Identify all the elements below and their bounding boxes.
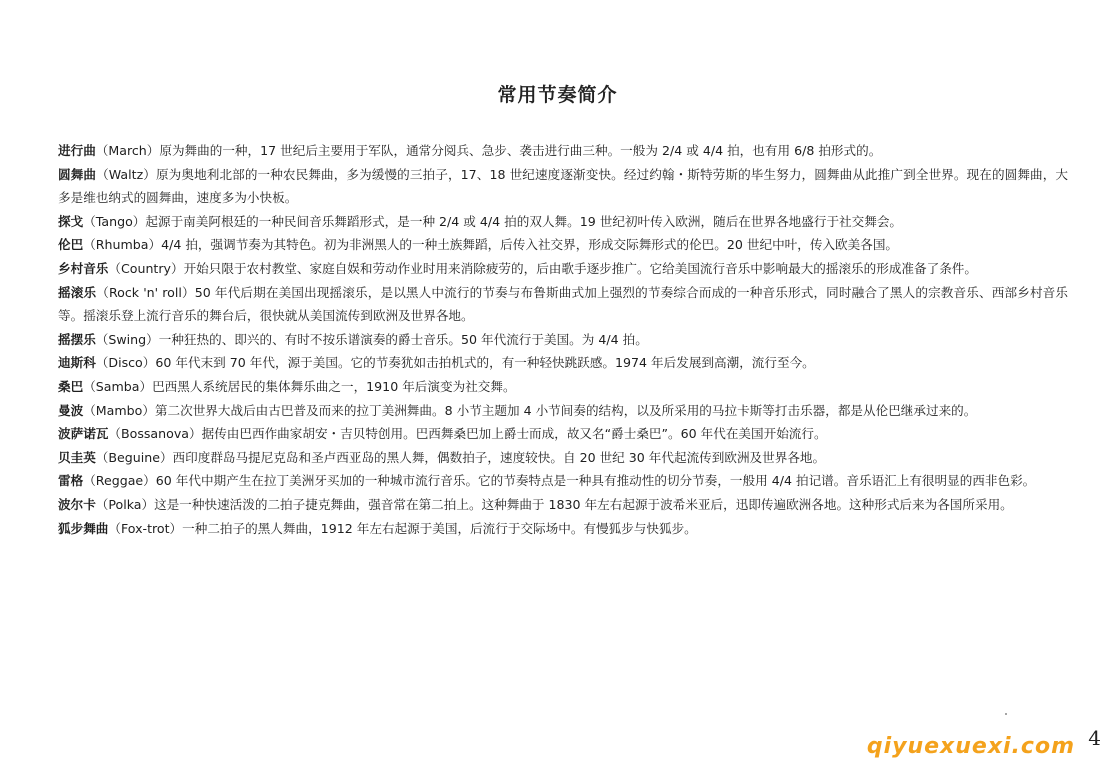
entry-description: （Rhumba）4/4 拍，强调节奏为其特色。初为非洲黑人的一种土族舞蹈，后传入社交界，形成交际舞形式的伦巴。20 世纪中叶，传入欧美各国。: [83, 237, 899, 253]
entry-country: [58, 257, 1068, 281]
scan-speck: [1005, 713, 1007, 715]
entry-description: （Bossanova）据传由巴西作曲家胡安・吉贝特创用。巴西舞桑巴加上爵士而成，故又名“爵士桑巴”。60 年代在美国开始流行。: [108, 426, 827, 442]
entry-term: 进行曲: [58, 143, 96, 158]
entry-description: （Rock 'n' roll）50 年代后期在美国出现摇滚乐，是以黑人中流行的节奏与布鲁斯曲式加上强烈的节奏综合而成的一种音乐形式，同时融合了黑人的宗教音乐、西部乡村音乐等。摇滚乐登上流行音乐的舞台后，很快就从美国流传到欧洲及世界各地。: [58, 284, 1069, 324]
entry-term: 探戈: [58, 213, 84, 229]
page-title: 常用节奏简介: [497, 84, 618, 106]
entry-bossanova: [58, 422, 1068, 446]
entry-term: 桑巴: [58, 378, 84, 394]
entry-description: （Disco）60 年代末到 70 年代，源于美国。它的节奏犹如击拍机式的，有一种轻快跳跃感。1974 年后发展到高潮，流行至今。: [95, 355, 815, 371]
entry-description: （Fox-trot）一种二拍子的黑人舞曲，1912 年左右起源于美国，后流行于交际场中。有慢狐步与快狐步。: [108, 520, 697, 536]
entry-term: 摇摆乐: [58, 331, 96, 347]
entry-term: 摇滚乐: [58, 284, 97, 300]
entry-term: 乡村音乐: [58, 260, 109, 276]
entry-term: 波萨诺瓦: [58, 426, 109, 442]
watermark: qiyuexuexi.com: [866, 734, 1075, 759]
entry-description: （Samba）巴西黑人系统居民的集体舞乐曲之一，1910 年后演变为社交舞。: [83, 378, 516, 394]
entry-description: （Country）开始只限于农村教堂、家庭自娱和劳动作业时用来消除疲劳的，后由歌手逐步推广。它给美国流行音乐中影响最大的摇滚乐的形成准备了条件。: [108, 260, 977, 276]
entry-description: （Mambo）第二次世界大战后由古巴普及而来的拉丁美洲舞曲。8 小节主题加 4 小节间奏的结构，以及所采用的马拉卡斯等打击乐器，都是从伦巴继承过来的。: [83, 402, 977, 418]
entry-beguine: [58, 446, 1068, 470]
entry-swing: [58, 328, 1068, 352]
entry-term: 迪斯科: [58, 355, 96, 371]
entry-description: （Waltz）原为奥地利北部的一种农民舞曲，多为缓慢的三拍子，17、18 世纪速度逐渐变快。经过约翰・斯特劳斯的毕生努力，圆舞曲从此推广到全世界。现在的圆舞曲，大多是维也纳式的圆舞曲，速度多为小快板。: [58, 166, 1069, 206]
entry-march: [58, 139, 1068, 163]
entry-term: 贝圭英: [58, 449, 96, 465]
entry-fox-trot: [58, 517, 1068, 541]
entry-waltz: [58, 163, 1068, 210]
entry-term: 伦巴: [58, 237, 84, 253]
entry-description: （Tango）起源于南美阿根廷的一种民间音乐舞蹈形式，是一种 2/4 或 4/4 拍的双人舞。19 世纪初叶传入欧洲，随后在世界各地盛行于社交舞会。: [83, 213, 903, 229]
entry-term: 波尔卡: [58, 496, 96, 512]
entry-term: 曼波: [58, 402, 84, 418]
entry-term: 雷格: [58, 473, 84, 489]
entry-description: （Reggae）60 年代中期产生在拉丁美洲牙买加的一种城市流行音乐。它的节奏特点是一种具有推动性的切分节奏，一般用 4/4 拍记谱。音乐语汇上有很明显的西非色彩。: [83, 473, 1036, 489]
entry-description: （Beguine）西印度群岛马提尼克岛和圣卢西亚岛的黑人舞，偶数拍子，速度较快。自 20 世纪 30 年代起流传到欧洲及世界各地。: [95, 449, 826, 465]
entry-description: （Swing）一种狂热的、即兴的、有时不按乐谱演奏的爵士音乐。50 年代流行于美国。为 4/4 拍。: [95, 331, 648, 347]
entry-term: 狐步舞曲: [58, 520, 109, 536]
entry-mambo: [58, 399, 1068, 423]
entry-rock-n-roll: [58, 281, 1068, 328]
entry-reggae: [58, 469, 1068, 493]
entry-description: （Polka）这是一种快速活泼的二拍子捷克舞曲，强音常在第二拍上。这种舞曲于 1830 年左右起源于波希米亚后，迅即传遍欧洲各地。这种形式后来为各国所采用。: [95, 496, 1013, 512]
entry-tango: [58, 210, 1068, 234]
entries-list: [58, 139, 1068, 540]
entry-disco: [58, 351, 1068, 375]
entry-description: （March）原为舞曲的一种，17 世纪后主要用于军队，通常分阅兵、急步、袭击进行曲三种。一般为 2/4 或 4/4 拍，也有用 6/8 拍形式的。: [95, 143, 882, 158]
page-number: 4: [1088, 726, 1101, 750]
entry-polka: [58, 493, 1068, 517]
entry-term: 圆舞曲: [58, 166, 97, 182]
entry-samba: [58, 375, 1068, 399]
entry-rhumba: [58, 233, 1068, 257]
